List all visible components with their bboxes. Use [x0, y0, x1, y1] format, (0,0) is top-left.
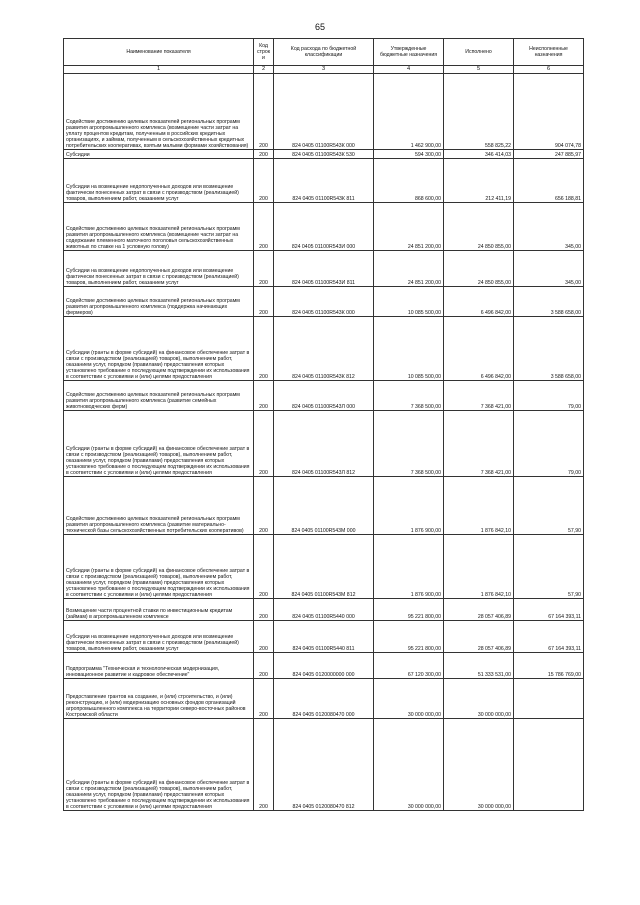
table-row: [64, 477, 584, 535]
row-kbk-cell: 824 0405 01100R543К 812: [274, 317, 374, 381]
row-kbk-cell: 824 0405 01100R543М 000: [274, 477, 374, 535]
header-row: [64, 39, 584, 66]
row-name-cell: Субсидии (гранты в форме субсидий) на финансовое обеспечение затрат в связи с производством (реализацией) товаров), выполнением работ, оказанием услуг, порядком (правилами) предоставления которых установлено требование о последующем подтверждении их использования в соответствии с условиями и (или) целями предоставления: [64, 411, 254, 477]
row-unexecuted-cell: 247 885,97: [514, 150, 584, 159]
row-name-cell: Субсидии (гранты в форме субсидий) на финансовое обеспечение затрат в связи с производством (реализацией) товаров), выполнением работ, оказанием услуг, порядком (правилами) предоставления которых установлено требование о последующем подтверждении их использования в соответствии с условиями и (или) целями предоставления: [64, 317, 254, 381]
table-row: [64, 74, 584, 150]
row-unexecuted-cell: 656 188,81: [514, 159, 584, 203]
row-code-cell: 200: [254, 535, 274, 599]
row-unexecuted-cell: 904 074,78: [514, 74, 584, 150]
row-executed-cell: 51 333 531,00: [444, 653, 514, 679]
header-name: Наименование показателя: [64, 39, 254, 66]
row-executed-cell: 7 368 421,00: [444, 381, 514, 411]
row-kbk-cell: 824 0405 0120080470 000: [274, 679, 374, 719]
row-code-cell: 200: [254, 150, 274, 159]
row-code-cell: 200: [254, 74, 274, 150]
table-row: [64, 203, 584, 251]
row-code-cell: 200: [254, 621, 274, 653]
column-number-row: [64, 66, 584, 74]
row-unexecuted-cell: 3 588 658,00: [514, 287, 584, 317]
table-row: [64, 621, 584, 653]
row-kbk-cell: 824 0405 01100R543К 530: [274, 150, 374, 159]
row-name-cell: Содействие достижению целевых показателей региональных программ развития агропромышленного комплекса (поддержка начинающих фермеров): [64, 287, 254, 317]
table-row: [64, 251, 584, 287]
header-approved: Утвержденные бюджетные назначения: [374, 39, 444, 66]
row-kbk-cell: 824 0405 0120000000 000: [274, 653, 374, 679]
row-kbk-cell: 824 0405 01100R5440 811: [274, 621, 374, 653]
row-kbk-cell: 824 0405 01100R543Л 000: [274, 381, 374, 411]
row-executed-cell: 1 876 842,10: [444, 477, 514, 535]
row-kbk-cell: 824 0405 01100R543К 000: [274, 287, 374, 317]
row-name-cell: Содействие достижению целевых показателей региональных программ развития агропромышленного комплекса (возмещение части затрат на уплату процентов кредитам, полученным в российских кредитных организациях, и займам, полученным в сельскохозяйственных кредитных потребительских кооперативах, взятым малыми формами хозяйствования): [64, 74, 254, 150]
row-executed-cell: 24 850 855,00: [444, 251, 514, 287]
row-approved-cell: 67 120 300,00: [374, 653, 444, 679]
row-approved-cell: 95 221 800,00: [374, 621, 444, 653]
row-kbk-cell: 824 0405 01100R543М 812: [274, 535, 374, 599]
row-name-cell: Субсидии (гранты в форме субсидий) на финансовое обеспечение затрат в связи с производством (реализацией) товаров), выполнением работ, оказанием услуг, порядком (правилами) предоставления которых установлено требование о последующем подтверждении их использования в соответствии с условиями и (или) целями предоставления: [64, 719, 254, 811]
row-code-cell: 200: [254, 381, 274, 411]
row-executed-cell: 30 000 000,00: [444, 679, 514, 719]
row-approved-cell: 1 876 900,00: [374, 477, 444, 535]
row-name-cell: Содействие достижению целевых показателей региональных программ развития агропромышленного комплекса (возмещение части затрат на содержание племенного маточного поголовья сельскохозяйственных животных по ставке на 1 условную голову): [64, 203, 254, 251]
row-kbk-cell: 824 0405 0120080470 812: [274, 719, 374, 811]
row-kbk-cell: 824 0405 01100R543Л 812: [274, 411, 374, 477]
row-approved-cell: 10 085 500,00: [374, 317, 444, 381]
row-unexecuted-cell: [514, 719, 584, 811]
table-row: [64, 150, 584, 159]
header-kbk: Код расхода по бюджетной классификации: [274, 39, 374, 66]
row-executed-cell: 30 000 000,00: [444, 719, 514, 811]
header-code: Код строк и: [254, 39, 274, 66]
row-executed-cell: 346 414,03: [444, 150, 514, 159]
table-row: [64, 317, 584, 381]
row-unexecuted-cell: 79,00: [514, 381, 584, 411]
page-number: 65: [314, 22, 325, 32]
row-code-cell: 200: [254, 251, 274, 287]
column-number: 2: [254, 66, 274, 74]
row-unexecuted-cell: 67 164 393,11: [514, 621, 584, 653]
row-unexecuted-cell: 79,00: [514, 411, 584, 477]
row-executed-cell: 24 850 855,00: [444, 203, 514, 251]
row-kbk-cell: 824 0405 01100R543И 811: [274, 251, 374, 287]
table-row: [64, 287, 584, 317]
row-code-cell: 200: [254, 159, 274, 203]
row-code-cell: 200: [254, 411, 274, 477]
row-name-cell: Субсидии на возмещение недополученных доходов или возмещение фактически понесенных затрат в связи с производством (реализацией) товаров, выполнением работ, оказанием услуг: [64, 621, 254, 653]
row-unexecuted-cell: 345,00: [514, 251, 584, 287]
table-row: [64, 535, 584, 599]
row-name-cell: Субсидии на возмещение недополученных доходов или возмещение фактически понесенных затрат в связи с производством (реализацией) товаров, выполнением работ, оказанием услуг: [64, 159, 254, 203]
row-approved-cell: 7 368 500,00: [374, 411, 444, 477]
row-code-cell: 200: [254, 599, 274, 621]
header-unexecuted: Неисполненные назначения: [514, 39, 584, 66]
row-executed-cell: 1 876 842,10: [444, 535, 514, 599]
row-code-cell: 200: [254, 719, 274, 811]
row-name-cell: Субсидии: [64, 150, 254, 159]
table-row: [64, 411, 584, 477]
row-name-cell: Предоставление грантов на создание, и (или) строительство, и (или) реконструкцию, и (или) модернизацию основных фондов организаций агропромышленного комплекса на территории северо-восточных районов Костромской области: [64, 679, 254, 719]
row-name-cell: Возмещение части процентной ставки по инвестиционным кредитам (займам) в агропромышленном комплексе: [64, 599, 254, 621]
column-number: 6: [514, 66, 584, 74]
row-kbk-cell: 824 0405 01100R543К 000: [274, 74, 374, 150]
row-executed-cell: 7 368 421,00: [444, 411, 514, 477]
row-approved-cell: 7 368 500,00: [374, 381, 444, 411]
row-approved-cell: 95 221 800,00: [374, 599, 444, 621]
row-unexecuted-cell: [514, 679, 584, 719]
row-approved-cell: 30 000 000,00: [374, 679, 444, 719]
table-row: [64, 381, 584, 411]
row-unexecuted-cell: 15 786 769,00: [514, 653, 584, 679]
row-kbk-cell: 824 0405 01100R5440 000: [274, 599, 374, 621]
row-approved-cell: 10 085 500,00: [374, 287, 444, 317]
header-executed: Исполнено: [444, 39, 514, 66]
row-unexecuted-cell: 57,90: [514, 535, 584, 599]
column-number: 4: [374, 66, 444, 74]
budget-execution-table: [63, 38, 584, 811]
row-code-cell: 200: [254, 287, 274, 317]
row-name-cell: Содействие достижению целевых показателей региональных программ развития агропромышленного комплекса (развитие семейных животноводческих ферм): [64, 381, 254, 411]
column-number: 5: [444, 66, 514, 74]
column-number: 3: [274, 66, 374, 74]
table-body: [64, 74, 584, 811]
row-approved-cell: 868 600,00: [374, 159, 444, 203]
row-approved-cell: 24 851 200,00: [374, 203, 444, 251]
table-row: [64, 599, 584, 621]
table-row: [64, 719, 584, 811]
row-approved-cell: 1 462 900,00: [374, 74, 444, 150]
row-executed-cell: 558 825,22: [444, 74, 514, 150]
row-name-cell: Субсидии (гранты в форме субсидий) на финансовое обеспечение затрат в связи с производством (реализацией) товаров), выполнением работ, оказанием услуг, порядком (правилами) предоставления которых установлено требование о последующем подтверждении их использования в соответствии с условиями и (или) целями предоставления: [64, 535, 254, 599]
row-executed-cell: 6 496 842,00: [444, 287, 514, 317]
row-unexecuted-cell: 3 588 658,00: [514, 317, 584, 381]
row-code-cell: 200: [254, 653, 274, 679]
table-row: [64, 159, 584, 203]
row-name-cell: Содействие достижению целевых показателей региональных программ развития агропромышленного комплекса (развитие материально-технической базы сельскохозяйственных потребительских кооперативов): [64, 477, 254, 535]
row-code-cell: 200: [254, 679, 274, 719]
row-kbk-cell: 824 0405 01100R543К 811: [274, 159, 374, 203]
row-unexecuted-cell: 345,00: [514, 203, 584, 251]
row-code-cell: 200: [254, 317, 274, 381]
row-unexecuted-cell: 57,90: [514, 477, 584, 535]
row-kbk-cell: 824 0405 01100R543И 000: [274, 203, 374, 251]
row-approved-cell: 1 876 900,00: [374, 535, 444, 599]
row-executed-cell: 6 496 842,00: [444, 317, 514, 381]
row-name-cell: Подпрограмма "Техническая и технологическая модернизация, инновационное развитие и кадровое обеспечение": [64, 653, 254, 679]
row-code-cell: 200: [254, 203, 274, 251]
row-executed-cell: 28 057 406,89: [444, 621, 514, 653]
table-row: [64, 653, 584, 679]
table-row: [64, 679, 584, 719]
row-approved-cell: 594 300,00: [374, 150, 444, 159]
row-executed-cell: 212 411,19: [444, 159, 514, 203]
row-executed-cell: 28 057 406,89: [444, 599, 514, 621]
row-approved-cell: 24 851 200,00: [374, 251, 444, 287]
row-approved-cell: 30 000 000,00: [374, 719, 444, 811]
column-number: 1: [64, 66, 254, 74]
row-name-cell: Субсидии на возмещение недополученных доходов или возмещение фактически понесенных затрат в связи с производством (реализацией) товаров, выполнением работ, оказанием услуг: [64, 251, 254, 287]
row-code-cell: 200: [254, 477, 274, 535]
row-unexecuted-cell: 67 164 393,11: [514, 599, 584, 621]
